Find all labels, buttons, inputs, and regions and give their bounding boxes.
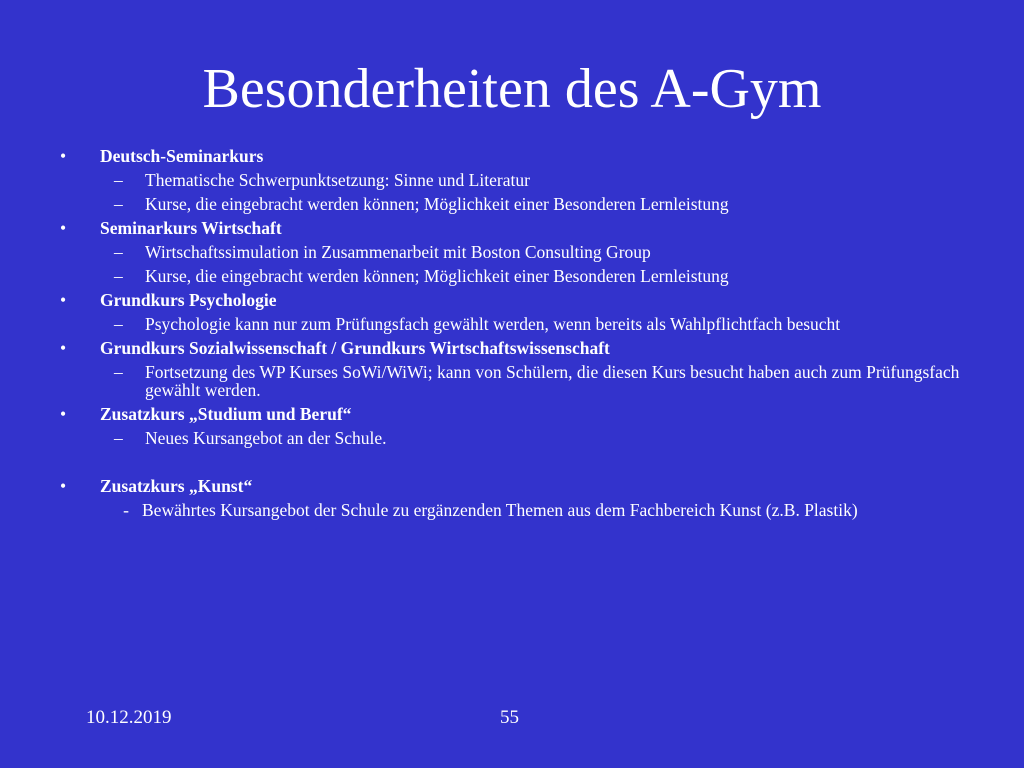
bullet-label: Deutsch-Seminarkurs bbox=[100, 146, 264, 166]
spacer bbox=[60, 450, 1000, 474]
bullet-label: Grundkurs Sozialwissenschaft / Grundkurs Wirtschaftswissenschaft bbox=[100, 338, 610, 358]
sub-item-text: Neues Kursangebot an der Schule. bbox=[145, 428, 387, 448]
bullet-item bbox=[60, 474, 1000, 498]
bullet-label: Zusatzkurs „Studium und Beruf“ bbox=[100, 404, 352, 424]
hyphen-icon: - bbox=[123, 500, 129, 520]
sub-item-text: Fortsetzung des WP Kurses SoWi/WiWi; kann von Schülern, die diesen Kurs besucht haben auch zum Prüfungsfach gewählt werden. bbox=[145, 362, 960, 400]
slide-title: Besonderheiten des A-Gym bbox=[202, 58, 822, 120]
sub-item bbox=[60, 168, 1000, 192]
bullet-label: Grundkurs Psychologie bbox=[100, 290, 277, 310]
dash-icon: – bbox=[114, 194, 123, 214]
sub-item bbox=[60, 312, 1000, 336]
dash-icon: – bbox=[114, 266, 123, 286]
bullet-item bbox=[60, 288, 1000, 312]
bullet-item bbox=[60, 402, 1000, 426]
slide-content bbox=[60, 144, 1000, 522]
bullet-label: Zusatzkurs „Kunst“ bbox=[100, 476, 253, 496]
bullet-icon: • bbox=[60, 146, 67, 166]
footer-date: 10.12.2019 bbox=[86, 707, 172, 728]
dash-icon: – bbox=[114, 314, 123, 334]
dash-icon: – bbox=[114, 170, 123, 190]
page-number: 55 bbox=[500, 707, 519, 728]
sub-item bbox=[60, 264, 1000, 288]
bullet-item bbox=[60, 144, 1000, 168]
dash-icon: – bbox=[114, 242, 123, 262]
sub-item bbox=[60, 498, 1000, 522]
bullet-label: Seminarkurs Wirtschaft bbox=[100, 218, 282, 238]
sub-item bbox=[60, 360, 1000, 402]
bullet-icon: • bbox=[60, 476, 67, 496]
bullet-icon: • bbox=[60, 404, 67, 424]
sub-item-text: Wirtschaftssimulation in Zusammenarbeit mit Boston Consulting Group bbox=[145, 242, 651, 262]
sub-item-text: Thematische Schwerpunktsetzung: Sinne und Literatur bbox=[145, 170, 530, 190]
sub-item bbox=[60, 240, 1000, 264]
bullet-item bbox=[60, 336, 1000, 360]
dash-icon: – bbox=[114, 362, 123, 382]
bullet-icon: • bbox=[60, 338, 67, 358]
sub-item-text: Kurse, die eingebracht werden können; Möglichkeit einer Besonderen Lernleistung bbox=[145, 266, 729, 286]
bullet-item bbox=[60, 216, 1000, 240]
sub-item bbox=[60, 192, 1000, 216]
bullet-icon: • bbox=[60, 290, 67, 310]
sub-item-text: Kurse, die eingebracht werden können; Möglichkeit einer Besonderen Lernleistung bbox=[145, 194, 729, 214]
bullet-icon: • bbox=[60, 218, 67, 238]
sub-item bbox=[60, 426, 1000, 450]
sub-item-text: Bewährtes Kursangebot der Schule zu ergänzenden Themen aus dem Fachbereich Kunst (z.B. Plastik) bbox=[142, 500, 858, 520]
dash-icon: – bbox=[114, 428, 123, 448]
sub-item-text: Psychologie kann nur zum Prüfungsfach gewählt werden, wenn bereits als Wahlpflichtfach besucht bbox=[145, 314, 841, 334]
